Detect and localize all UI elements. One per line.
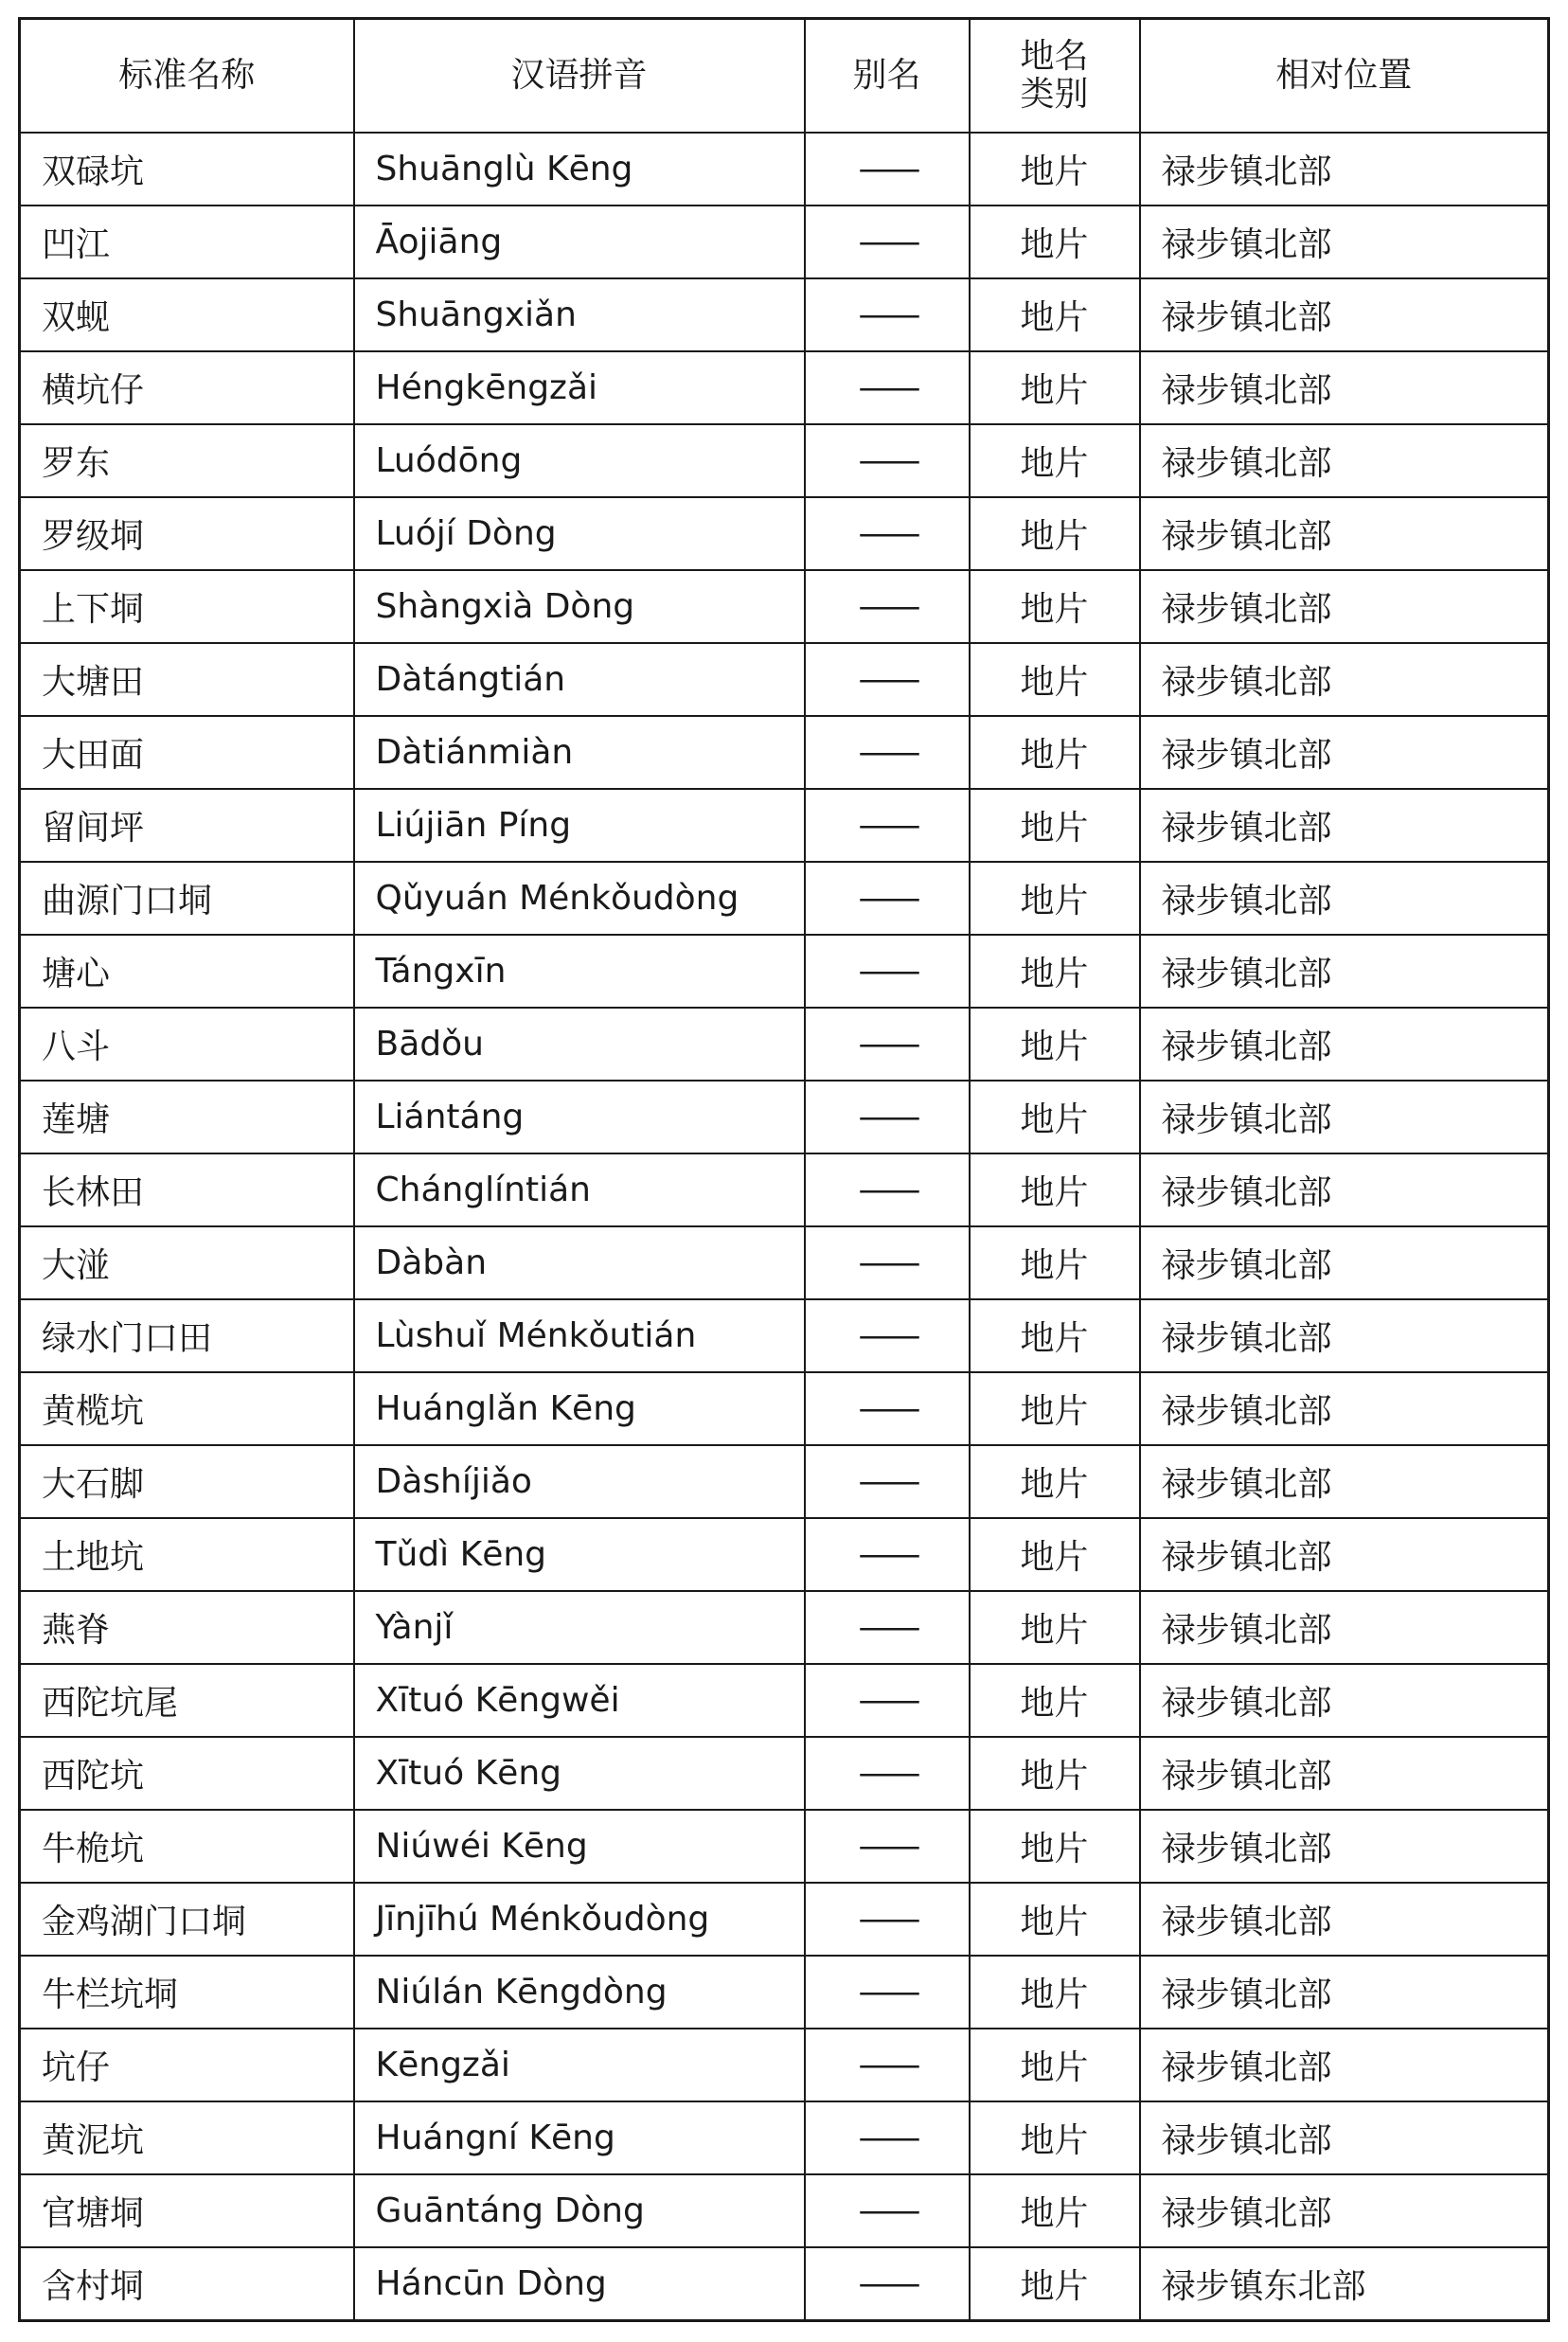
- cell-standard-name: 官塘垌: [20, 2174, 354, 2247]
- cell-category: 地片: [970, 1518, 1140, 1591]
- cell-position: 禄步镇北部: [1140, 351, 1549, 424]
- cell-position: 禄步镇北部: [1140, 1810, 1549, 1883]
- table-row: [20, 133, 1549, 206]
- cell-position: 禄步镇北部: [1140, 1299, 1549, 1372]
- table-row: [20, 497, 1549, 570]
- cell-position: 禄步镇北部: [1140, 1883, 1549, 1956]
- cell-alias: [805, 1299, 970, 1372]
- cell-category: 地片: [970, 424, 1140, 497]
- cell-position: 禄步镇北部: [1140, 2101, 1549, 2174]
- cell-category: 地片: [970, 570, 1140, 643]
- alias-dash: ——: [858, 2119, 916, 2157]
- table-row: [20, 1008, 1549, 1081]
- table-row: [20, 1664, 1549, 1737]
- cell-category: 地片: [970, 1081, 1140, 1153]
- alias-dash: ——: [858, 2046, 916, 2084]
- table-row: [20, 1518, 1549, 1591]
- cell-position: 禄步镇北部: [1140, 1518, 1549, 1591]
- header-category: [970, 19, 1140, 134]
- cell-position: 禄步镇北部: [1140, 1664, 1549, 1737]
- table-row: [20, 935, 1549, 1008]
- cell-alias: [805, 643, 970, 716]
- header-alias: 别名: [805, 19, 970, 134]
- cell-position: 禄步镇北部: [1140, 1737, 1549, 1810]
- cell-category: 地片: [970, 789, 1140, 862]
- cell-category: 地片: [970, 1956, 1140, 2029]
- alias-dash: ——: [858, 295, 916, 334]
- cell-category: 地片: [970, 935, 1140, 1008]
- alias-dash: ——: [858, 806, 916, 845]
- cell-alias: [805, 789, 970, 862]
- cell-pinyin: Liújiān Píng: [354, 789, 805, 862]
- cell-category: 地片: [970, 2101, 1140, 2174]
- cell-pinyin: Héngkēngzǎi: [354, 351, 805, 424]
- cell-standard-name: 绿水门口田: [20, 1299, 354, 1372]
- table-row: [20, 1883, 1549, 1956]
- cell-pinyin: Kēngzǎi: [354, 2029, 805, 2101]
- alias-dash: ——: [858, 1316, 916, 1355]
- cell-standard-name: 含村垌: [20, 2247, 354, 2321]
- cell-alias: [805, 2029, 970, 2101]
- header-position: 相对位置: [1140, 19, 1549, 134]
- cell-position: 禄步镇北部: [1140, 1591, 1549, 1664]
- cell-standard-name: 大石脚: [20, 1445, 354, 1518]
- cell-alias: [805, 935, 970, 1008]
- cell-category: 地片: [970, 351, 1140, 424]
- cell-pinyin: Xītuó Kēng: [354, 1737, 805, 1810]
- cell-category: 地片: [970, 1810, 1140, 1883]
- cell-alias: [805, 133, 970, 206]
- alias-dash: ——: [858, 1608, 916, 1647]
- cell-pinyin: Jīnjīhú Ménkǒudòng: [354, 1883, 805, 1956]
- cell-pinyin: Háncūn Dòng: [354, 2247, 805, 2321]
- cell-category: 地片: [970, 643, 1140, 716]
- table-row: [20, 643, 1549, 716]
- alias-dash: ——: [858, 1389, 916, 1428]
- cell-standard-name: 燕脊: [20, 1591, 354, 1664]
- cell-pinyin: Niúwéi Kēng: [354, 1810, 805, 1883]
- cell-pinyin: Yànjǐ: [354, 1591, 805, 1664]
- table-row: [20, 2174, 1549, 2247]
- header-standard-name: 标准名称: [20, 19, 354, 134]
- table-row: [20, 1591, 1549, 1664]
- cell-category: 地片: [970, 497, 1140, 570]
- cell-position: 禄步镇北部: [1140, 133, 1549, 206]
- table-row: [20, 1445, 1549, 1518]
- cell-category: 地片: [970, 1591, 1140, 1664]
- cell-position: 禄步镇北部: [1140, 1372, 1549, 1445]
- alias-dash: ——: [858, 1535, 916, 1574]
- cell-pinyin: Shuāngxiǎn: [354, 278, 805, 351]
- alias-dash: ——: [858, 223, 916, 261]
- cell-position: 禄步镇北部: [1140, 1226, 1549, 1299]
- table-row: [20, 1372, 1549, 1445]
- cell-alias: [805, 1737, 970, 1810]
- cell-position: 禄步镇北部: [1140, 643, 1549, 716]
- cell-category: 地片: [970, 1299, 1140, 1372]
- cell-category: 地片: [970, 2029, 1140, 2101]
- cell-alias: [805, 1518, 970, 1591]
- cell-alias: [805, 2174, 970, 2247]
- alias-dash: ——: [858, 733, 916, 772]
- alias-dash: ——: [858, 1900, 916, 1939]
- alias-dash: ——: [858, 2264, 916, 2303]
- table-row: [20, 2101, 1549, 2174]
- cell-position: 禄步镇北部: [1140, 1445, 1549, 1518]
- cell-position: 禄步镇北部: [1140, 1081, 1549, 1153]
- cell-standard-name: 曲源门口垌: [20, 862, 354, 935]
- alias-dash: ——: [858, 514, 916, 553]
- cell-pinyin: Shuānglù Kēng: [354, 133, 805, 206]
- cell-standard-name: 罗级垌: [20, 497, 354, 570]
- cell-position: 禄步镇东北部: [1140, 2247, 1549, 2321]
- cell-pinyin: Tǔdì Kēng: [354, 1518, 805, 1591]
- cell-alias: [805, 1081, 970, 1153]
- cell-standard-name: 莲塘: [20, 1081, 354, 1153]
- cell-alias: [805, 2101, 970, 2174]
- cell-standard-name: 西陀坑: [20, 1737, 354, 1810]
- cell-standard-name: 土地坑: [20, 1518, 354, 1591]
- cell-category: 地片: [970, 1445, 1140, 1518]
- cell-standard-name: 大湴: [20, 1226, 354, 1299]
- cell-standard-name: 留间坪: [20, 789, 354, 862]
- cell-position: 禄步镇北部: [1140, 1153, 1549, 1226]
- table-row: [20, 862, 1549, 935]
- cell-standard-name: 牛栏坑垌: [20, 1956, 354, 2029]
- cell-position: 禄步镇北部: [1140, 1008, 1549, 1081]
- cell-pinyin: Luódōng: [354, 424, 805, 497]
- cell-pinyin: Luójí Dòng: [354, 497, 805, 570]
- cell-alias: [805, 2247, 970, 2321]
- alias-dash: ——: [858, 150, 916, 188]
- cell-standard-name: 塘心: [20, 935, 354, 1008]
- table-row: [20, 1153, 1549, 1226]
- table-row: [20, 716, 1549, 789]
- cell-standard-name: 凹江: [20, 206, 354, 278]
- alias-dash: ——: [858, 1098, 916, 1136]
- cell-alias: [805, 351, 970, 424]
- cell-standard-name: 八斗: [20, 1008, 354, 1081]
- place-name-table: [18, 17, 1550, 2322]
- alias-dash: ——: [858, 1025, 916, 1064]
- cell-position: 禄步镇北部: [1140, 278, 1549, 351]
- alias-dash: ——: [858, 1754, 916, 1793]
- table-row: [20, 206, 1549, 278]
- cell-pinyin: Liántáng: [354, 1081, 805, 1153]
- alias-dash: ——: [858, 368, 916, 407]
- cell-category: 地片: [970, 716, 1140, 789]
- alias-dash: ——: [858, 1462, 916, 1501]
- cell-pinyin: Qǔyuán Ménkǒudòng: [354, 862, 805, 935]
- alias-dash: ——: [858, 879, 916, 918]
- table-row: [20, 278, 1549, 351]
- cell-position: 禄步镇北部: [1140, 2029, 1549, 2101]
- table-row: [20, 1810, 1549, 1883]
- cell-standard-name: 双蚬: [20, 278, 354, 351]
- cell-standard-name: 黄榄坑: [20, 1372, 354, 1445]
- cell-position: 禄步镇北部: [1140, 424, 1549, 497]
- cell-pinyin: Guāntáng Dòng: [354, 2174, 805, 2247]
- cell-standard-name: 西陀坑尾: [20, 1664, 354, 1737]
- table-row: [20, 570, 1549, 643]
- cell-category: 地片: [970, 1664, 1140, 1737]
- cell-category: 地片: [970, 133, 1140, 206]
- header-category-line1: 地名: [1020, 37, 1089, 76]
- alias-dash: ——: [858, 1243, 916, 1282]
- cell-standard-name: 坑仔: [20, 2029, 354, 2101]
- cell-category: 地片: [970, 1737, 1140, 1810]
- cell-standard-name: 双碌坑: [20, 133, 354, 206]
- cell-alias: [805, 1883, 970, 1956]
- table-row: [20, 351, 1549, 424]
- cell-alias: [805, 1226, 970, 1299]
- cell-pinyin: Dàtiánmiàn: [354, 716, 805, 789]
- cell-category: 地片: [970, 1008, 1140, 1081]
- alias-dash: ——: [858, 587, 916, 626]
- alias-dash: ——: [858, 952, 916, 991]
- table-row: [20, 1299, 1549, 1372]
- cell-position: 禄步镇北部: [1140, 862, 1549, 935]
- cell-standard-name: 大塘田: [20, 643, 354, 716]
- cell-category: 地片: [970, 278, 1140, 351]
- cell-standard-name: 横坑仔: [20, 351, 354, 424]
- cell-pinyin: Shàngxià Dòng: [354, 570, 805, 643]
- cell-pinyin: Tángxīn: [354, 935, 805, 1008]
- cell-alias: [805, 570, 970, 643]
- cell-position: 禄步镇北部: [1140, 935, 1549, 1008]
- cell-pinyin: Xītuó Kēngwěi: [354, 1664, 805, 1737]
- cell-pinyin: Huángní Kēng: [354, 2101, 805, 2174]
- alias-dash: ——: [858, 1681, 916, 1720]
- cell-position: 禄步镇北部: [1140, 2174, 1549, 2247]
- header-pinyin: 汉语拼音: [354, 19, 805, 134]
- table-row: [20, 1737, 1549, 1810]
- alias-dash: ——: [858, 1973, 916, 2011]
- table-row: [20, 1081, 1549, 1153]
- alias-dash: ——: [858, 2191, 916, 2230]
- cell-position: 禄步镇北部: [1140, 497, 1549, 570]
- cell-category: 地片: [970, 1153, 1140, 1226]
- table-row: [20, 1226, 1549, 1299]
- cell-category: 地片: [970, 206, 1140, 278]
- cell-pinyin: Huánglǎn Kēng: [354, 1372, 805, 1445]
- cell-pinyin: Dàshíjiǎo: [354, 1445, 805, 1518]
- cell-alias: [805, 1664, 970, 1737]
- cell-alias: [805, 1810, 970, 1883]
- cell-alias: [805, 1008, 970, 1081]
- cell-standard-name: 罗东: [20, 424, 354, 497]
- table-row: [20, 424, 1549, 497]
- cell-standard-name: 长林田: [20, 1153, 354, 1226]
- cell-alias: [805, 1372, 970, 1445]
- cell-standard-name: 牛桅坑: [20, 1810, 354, 1883]
- cell-standard-name: 黄泥坑: [20, 2101, 354, 2174]
- cell-alias: [805, 206, 970, 278]
- cell-standard-name: 大田面: [20, 716, 354, 789]
- cell-category: 地片: [970, 862, 1140, 935]
- cell-pinyin: Niúlán Kēngdòng: [354, 1956, 805, 2029]
- cell-position: 禄步镇北部: [1140, 206, 1549, 278]
- table-row: [20, 2029, 1549, 2101]
- header-category-line2: 类别: [1020, 75, 1089, 114]
- alias-dash: ——: [858, 1171, 916, 1209]
- cell-position: 禄步镇北部: [1140, 716, 1549, 789]
- cell-category: 地片: [970, 1372, 1140, 1445]
- cell-standard-name: 上下垌: [20, 570, 354, 643]
- cell-category: 地片: [970, 1883, 1140, 1956]
- alias-dash: ——: [858, 660, 916, 699]
- cell-position: 禄步镇北部: [1140, 1956, 1549, 2029]
- cell-alias: [805, 1591, 970, 1664]
- cell-standard-name: 金鸡湖门口垌: [20, 1883, 354, 1956]
- cell-alias: [805, 278, 970, 351]
- cell-alias: [805, 862, 970, 935]
- table-row: [20, 2247, 1549, 2321]
- cell-alias: [805, 1445, 970, 1518]
- cell-pinyin: Dàbàn: [354, 1226, 805, 1299]
- alias-dash: ——: [858, 1827, 916, 1866]
- cell-pinyin: Āojiāng: [354, 206, 805, 278]
- cell-pinyin: Lùshuǐ Ménkǒutián: [354, 1299, 805, 1372]
- alias-dash: ——: [858, 441, 916, 480]
- cell-pinyin: Dàtángtián: [354, 643, 805, 716]
- cell-category: 地片: [970, 2174, 1140, 2247]
- cell-category: 地片: [970, 1226, 1140, 1299]
- cell-alias: [805, 716, 970, 789]
- cell-alias: [805, 424, 970, 497]
- cell-alias: [805, 1956, 970, 2029]
- cell-position: 禄步镇北部: [1140, 789, 1549, 862]
- table-row: [20, 1956, 1549, 2029]
- cell-position: 禄步镇北部: [1140, 570, 1549, 643]
- table-row: [20, 789, 1549, 862]
- cell-pinyin: Bādǒu: [354, 1008, 805, 1081]
- cell-category: 地片: [970, 2247, 1140, 2321]
- cell-pinyin: Chánglíntián: [354, 1153, 805, 1226]
- table-header-row: [20, 19, 1549, 134]
- cell-alias: [805, 497, 970, 570]
- cell-alias: [805, 1153, 970, 1226]
